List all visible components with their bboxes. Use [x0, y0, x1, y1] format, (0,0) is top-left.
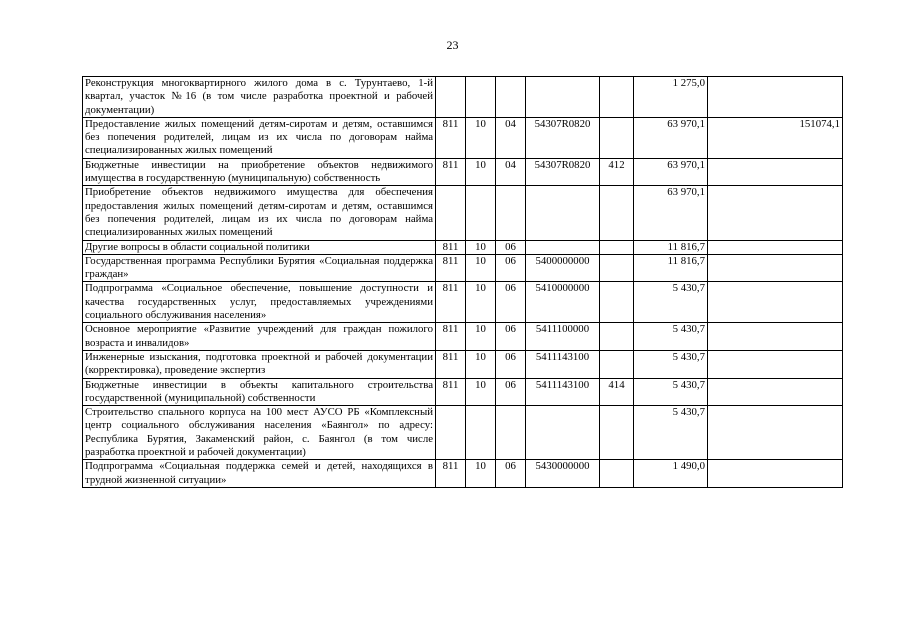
section-code-cell [466, 406, 496, 460]
extra-amount-cell [708, 378, 843, 406]
expense-type-code-cell: 414 [600, 378, 634, 406]
amount-cell: 5 430,7 [634, 350, 708, 378]
admin-code-cell: 811 [436, 117, 466, 158]
amount-cell: 11 816,7 [634, 240, 708, 254]
budget-table [82, 76, 843, 488]
expense-type-code-cell [600, 240, 634, 254]
table-row [83, 158, 843, 186]
admin-code-cell [436, 186, 466, 240]
extra-amount-cell [708, 323, 843, 351]
section-code-cell: 10 [466, 254, 496, 282]
expense-type-code-cell [600, 350, 634, 378]
subsection-code-cell [496, 77, 526, 118]
extra-amount-cell [708, 254, 843, 282]
section-code-cell [466, 186, 496, 240]
expense-type-code-cell [600, 117, 634, 158]
amount-cell: 1 490,0 [634, 460, 708, 488]
expense-type-code-cell [600, 406, 634, 460]
item-name-cell: Основное мероприятие «Развитие учреждений для граждан пожилого возраста и инвалидов» [83, 323, 436, 351]
page-number: 23 [446, 38, 459, 52]
item-name-cell: Другие вопросы в области социальной политики [83, 240, 436, 254]
extra-amount-cell: 151074,1 [708, 117, 843, 158]
subsection-code-cell: 06 [496, 460, 526, 488]
table-row [83, 254, 843, 282]
target-item-code-cell: 54307R0820 [526, 117, 600, 158]
extra-amount-cell [708, 77, 843, 118]
target-item-code-cell [526, 186, 600, 240]
table-row [83, 282, 843, 323]
table-row [83, 240, 843, 254]
admin-code-cell: 811 [436, 378, 466, 406]
target-item-code-cell [526, 240, 600, 254]
table-row [83, 77, 843, 118]
target-item-code-cell: 5430000000 [526, 460, 600, 488]
section-code-cell: 10 [466, 323, 496, 351]
admin-code-cell: 811 [436, 240, 466, 254]
target-item-code-cell: 5411143100 [526, 378, 600, 406]
amount-cell: 63 970,1 [634, 158, 708, 186]
table-row [83, 406, 843, 460]
extra-amount-cell [708, 240, 843, 254]
admin-code-cell [436, 406, 466, 460]
item-name-cell: Подпрограмма «Социальное обеспечение, повышение доступности и качества государственных услуг, предоставляемых учреждениями социального обслуживания населения» [83, 282, 436, 323]
admin-code-cell: 811 [436, 460, 466, 488]
amount-cell: 5 430,7 [634, 378, 708, 406]
subsection-code-cell: 06 [496, 350, 526, 378]
amount-cell: 63 970,1 [634, 186, 708, 240]
item-name-cell: Бюджетные инвестиции на приобретение объектов недвижимого имущества в государственную (муниципальную) собственность [83, 158, 436, 186]
target-item-code-cell: 5410000000 [526, 282, 600, 323]
amount-cell: 11 816,7 [634, 254, 708, 282]
table-row [83, 350, 843, 378]
extra-amount-cell [708, 350, 843, 378]
admin-code-cell: 811 [436, 158, 466, 186]
table-row [83, 378, 843, 406]
item-name-cell: Строительство спального корпуса на 100 мест АУСО РБ «Комплексный центр социального обслуживания населения «Баянгол» по адресу: Республика Бурятия, Закаменский район, с. Баянгол (в том числе разработка проектной и рабочей документации) [83, 406, 436, 460]
extra-amount-cell [708, 186, 843, 240]
expense-type-code-cell [600, 77, 634, 118]
extra-amount-cell [708, 406, 843, 460]
item-name-cell: Инженерные изыскания, подготовка проектной и рабочей документации (корректировка), проведение экспертиз [83, 350, 436, 378]
amount-cell: 5 430,7 [634, 406, 708, 460]
item-name-cell: Подпрограмма «Социальная поддержка семей и детей, находящихся в трудной жизненной ситуации» [83, 460, 436, 488]
section-code-cell: 10 [466, 282, 496, 323]
subsection-code-cell: 06 [496, 282, 526, 323]
item-name-cell: Предоставление жилых помещений детям-сиротам и детям, оставшимся без попечения родителей, лицам из их числа по договорам найма специализированных жилых помещений [83, 117, 436, 158]
target-item-code-cell: 5411143100 [526, 350, 600, 378]
admin-code-cell [436, 77, 466, 118]
subsection-code-cell: 06 [496, 254, 526, 282]
extra-amount-cell [708, 158, 843, 186]
target-item-code-cell: 54307R0820 [526, 158, 600, 186]
amount-cell: 1 275,0 [634, 77, 708, 118]
admin-code-cell: 811 [436, 282, 466, 323]
subsection-code-cell [496, 406, 526, 460]
extra-amount-cell [708, 460, 843, 488]
extra-amount-cell [708, 282, 843, 323]
section-code-cell: 10 [466, 240, 496, 254]
expense-type-code-cell [600, 254, 634, 282]
subsection-code-cell: 06 [496, 240, 526, 254]
target-item-code-cell: 5400000000 [526, 254, 600, 282]
table-row [83, 117, 843, 158]
item-name-cell: Государственная программа Республики Бурятия «Социальная поддержка граждан» [83, 254, 436, 282]
admin-code-cell: 811 [436, 350, 466, 378]
expense-type-code-cell [600, 282, 634, 323]
subsection-code-cell: 06 [496, 378, 526, 406]
item-name-cell: Бюджетные инвестиции в объекты капитального строительства государственной (муниципальной) собственности [83, 378, 436, 406]
admin-code-cell: 811 [436, 254, 466, 282]
subsection-code-cell: 04 [496, 117, 526, 158]
amount-cell: 63 970,1 [634, 117, 708, 158]
section-code-cell: 10 [466, 350, 496, 378]
target-item-code-cell [526, 77, 600, 118]
expense-type-code-cell [600, 460, 634, 488]
section-code-cell: 10 [466, 378, 496, 406]
expense-type-code-cell: 412 [600, 158, 634, 186]
section-code-cell: 10 [466, 460, 496, 488]
expense-type-code-cell [600, 323, 634, 351]
item-name-cell: Реконструкция многоквартирного жилого дома в с. Турунтаево, 1-й квартал, участок №16 (в том числе разработка проектной и рабочей документации) [83, 77, 436, 118]
section-code-cell: 10 [466, 117, 496, 158]
amount-cell: 5 430,7 [634, 323, 708, 351]
table-row [83, 323, 843, 351]
admin-code-cell: 811 [436, 323, 466, 351]
table-row [83, 186, 843, 240]
target-item-code-cell: 5411100000 [526, 323, 600, 351]
target-item-code-cell [526, 406, 600, 460]
table-row [83, 460, 843, 488]
subsection-code-cell: 04 [496, 158, 526, 186]
section-code-cell: 10 [466, 158, 496, 186]
item-name-cell: Приобретение объектов недвижимого имущества для обеспечения предоставления жилых помещений детям-сиротам и детям, оставшимся без попечения родителей, лицам из их числа по договорам найма специализированных жилых помещений [83, 186, 436, 240]
section-code-cell [466, 77, 496, 118]
amount-cell: 5 430,7 [634, 282, 708, 323]
subsection-code-cell [496, 186, 526, 240]
expense-type-code-cell [600, 186, 634, 240]
subsection-code-cell: 06 [496, 323, 526, 351]
